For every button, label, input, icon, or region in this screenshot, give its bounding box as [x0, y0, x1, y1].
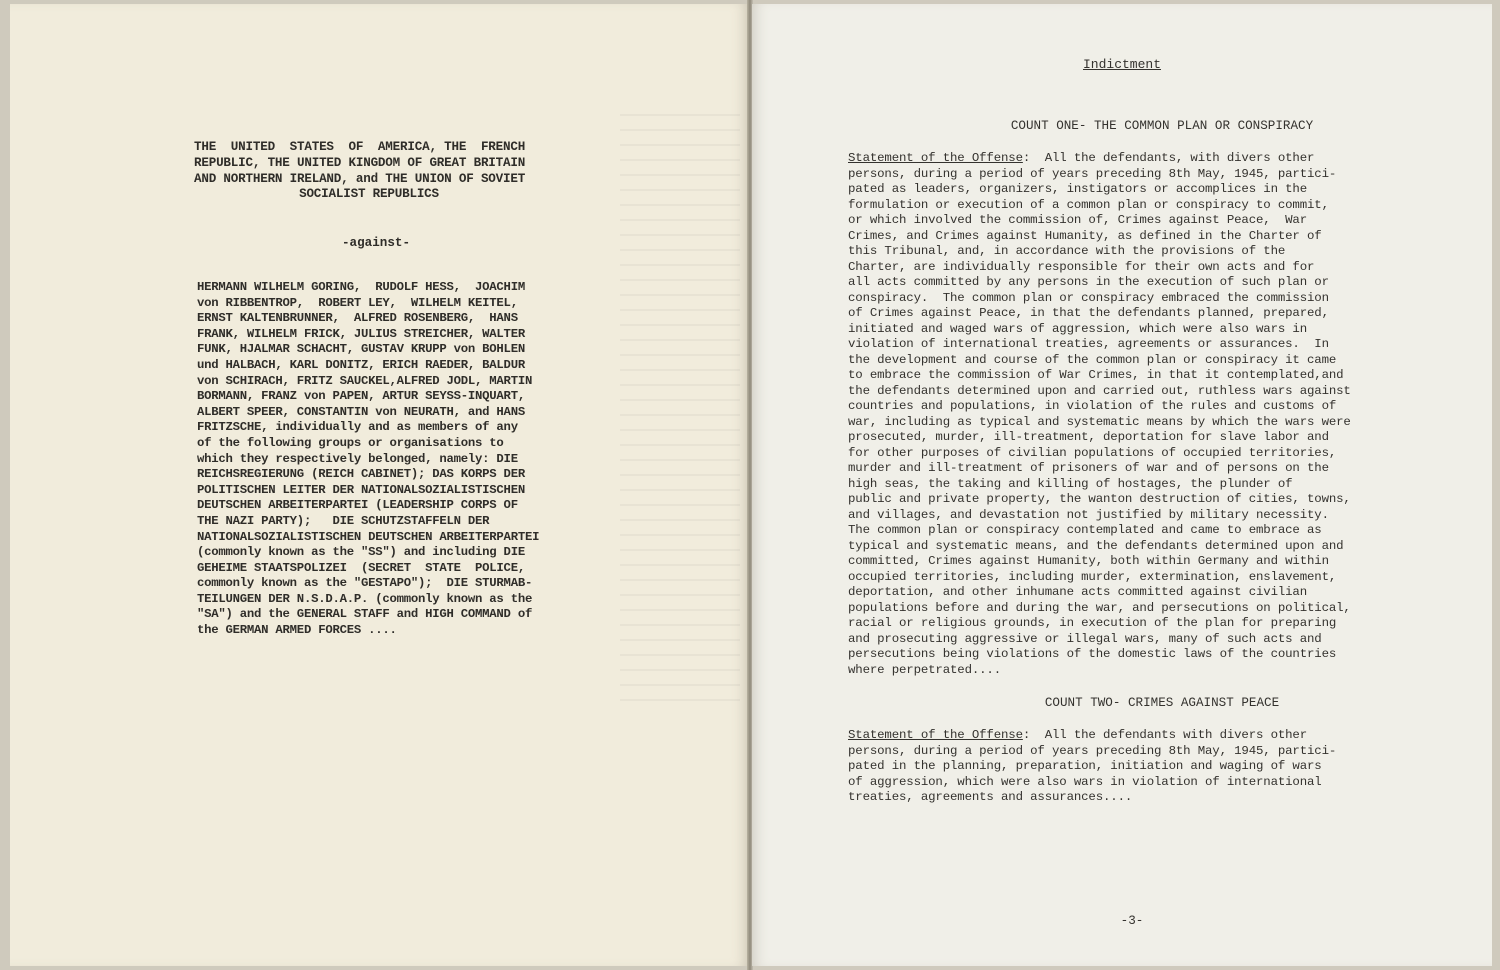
statement-line: persons, during a period of years preceding 8th May, 1945, partici- — [848, 743, 1337, 758]
bleed-through — [620, 114, 740, 714]
statement-line: Crimes, and Crimes against Humanity, as defined in the Charter of — [848, 228, 1322, 243]
caption-line: SOCIALIST REPUBLICS — [299, 187, 439, 202]
defendants-line: which they respectively belonged, namely: DIE — [197, 451, 518, 466]
statement-line: Charter, are individually responsible for their own acts and for — [848, 259, 1315, 274]
defendants-line: ALBERT SPEER, CONSTANTIN von NEURATH, and HANS — [197, 404, 525, 419]
statement-line — [848, 728, 1448, 744]
count-two-statement — [848, 728, 1448, 806]
statement-first-line: : All the defendants, with divers other — [1022, 151, 1315, 165]
statement-line: racial or religious grounds, in execution of the plan for preparing — [848, 616, 1337, 630]
defendants-line: ERNST KALTENBRUNNER, ALFRED ROSENBERG, HANS — [197, 311, 518, 326]
statement-line — [848, 151, 1448, 167]
statement-line: initiated and waged wars of aggression, which were also wars in — [848, 321, 1307, 336]
statement-line: pated in the planning, preparation, initiation and waging of wars — [848, 759, 1322, 773]
statement-line: pated as leaders, organizers, instigators or accomplices in the — [848, 182, 1307, 196]
statement-line: to embrace the commission of War Crimes, in that it contemplated,and — [848, 368, 1344, 382]
defendants-line: THE NAZI PARTY); DIE SCHUTZSTAFFELN DER — [197, 513, 490, 528]
defendants-line: BORMANN, FRANZ von PAPEN, ARTUR SEYSS-INQUART, — [197, 389, 525, 404]
statement-line: high seas, the taking and killing of hostages, the plunder of — [848, 476, 1293, 491]
defendants-line: DEUTSCHEN ARBEITERPARTEI (LEADERSHIP CORPS OF — [197, 498, 518, 513]
statement-line: persecutions being violations of the domestic laws of the countries — [848, 647, 1337, 661]
right-page — [752, 4, 1492, 966]
defendants-line: HERMANN WILHELM GORING, RUDOLF HESS, JOACHIM — [197, 280, 525, 294]
against-label: -against- — [342, 236, 411, 250]
statement-line: treaties, agreements and assurances.... — [848, 790, 1133, 804]
defendants-line: REICHSREGIERUNG (REICH CABINET); DAS KORPS DER — [197, 467, 525, 482]
defendants-line: (commonly known as the "SS") and including DIE — [197, 545, 525, 560]
defendants-line: und HALBACH, KARL DONITZ, ERICH RAEDER, BALDUR — [197, 357, 525, 372]
defendants-list — [197, 280, 577, 639]
statement-line: and prosecuting aggressive or illegal wars, many of such acts and — [848, 631, 1322, 646]
count-one-statement — [848, 151, 1448, 678]
caption-line: AND NORTHERN IRELAND, and THE UNION OF SOVIET — [194, 171, 526, 186]
statement-line: persons, during a period of years preceding 8th May, 1945, partici- — [848, 166, 1337, 181]
count-two-heading: COUNT TWO- CRIMES AGAINST PEACE — [1044, 696, 1280, 710]
caption-line: THE UNITED STATES OF AMERICA, THE FRENCH — [194, 140, 526, 154]
statement-line: public and private property, the wanton destruction of cities, towns, — [848, 492, 1351, 506]
statement-lead: Statement of the Offense — [848, 151, 1023, 165]
defendants-line: FRANK, WILHELM FRICK, JULIUS STREICHER, WALTER — [197, 326, 525, 341]
statement-line: typical and systematic means, and the defendants determined upon and — [848, 538, 1344, 553]
statement-lead: Statement of the Offense — [848, 728, 1023, 742]
defendants-line: of the following groups or organisations to — [197, 435, 504, 450]
left-page — [10, 4, 748, 966]
page-number: -3- — [1120, 914, 1144, 928]
statement-line: violation of international treaties, agreements or assurances. In — [848, 337, 1329, 351]
statement-line: conspiracy. The common plan or conspiracy embraced the commission — [848, 290, 1329, 305]
defendants-line: "SA") and the GENERAL STAFF and HIGH COMMAND of — [197, 607, 533, 622]
caption-line: REPUBLIC, THE UNITED KINGDOM OF GREAT BRITAIN — [194, 155, 526, 170]
statement-line: the development and course of the common plan or conspiracy it came — [848, 352, 1337, 367]
statement-line: for other purposes of civilian populations of occupied territories, — [848, 445, 1337, 460]
statement-line: murder and ill-treatment of prisoners of war and of persons on the — [848, 461, 1329, 475]
defendants-line: FUNK, HJALMAR SCHACHT, GUSTAV KRUPP von BOHLEN — [197, 342, 525, 357]
statement-line: of Crimes against Peace, in that the defendants planned, prepared, — [848, 306, 1329, 320]
statement-line: this Tribunal, and, in accordance with the provisions of the — [848, 244, 1286, 258]
defendants-line: the GERMAN ARMED FORCES .... — [197, 623, 397, 638]
statement-line: the defendants determined upon and carried out, ruthless wars against — [848, 383, 1351, 398]
statement-line: countries and populations, in violation of the rules and customs of — [848, 399, 1337, 413]
page-title: Indictment — [1082, 57, 1161, 72]
statement-line: occupied territories, including murder, extermination, enslavement, — [848, 569, 1337, 584]
defendants-line: commonly known as the "GESTAPO"); DIE STURMAB- — [197, 576, 533, 591]
statement-line: and villages, and devastation not justified by military necessity. — [848, 507, 1329, 522]
defendants-line: von RIBBENTROP, ROBERT LEY, WILHELM KEITEL, — [197, 295, 518, 310]
defendants-line: NATIONALSOZIALISTISCHEN DEUTSCHEN ARBEITERPARTEI — [197, 529, 540, 544]
count-one-heading: COUNT ONE- THE COMMON PLAN OR CONSPIRACY — [1010, 119, 1314, 133]
statement-line: of aggression, which were also wars in violation of international — [848, 774, 1322, 789]
statement-line: The common plan or conspiracy contemplated and came to embrace as — [848, 523, 1322, 537]
statement-line: all acts committed by any persons in the execution of such plan or — [848, 275, 1329, 289]
statement-line: deportation, and other inhumane acts committed against civilian — [848, 585, 1307, 599]
statement-line: war, including as typical and systematic means by which the wars were — [848, 414, 1351, 429]
statement-line: committed, Crimes against Humanity, both within Germany and within — [848, 554, 1329, 568]
defendants-line: TEILUNGEN DER N.S.D.A.P. (commonly known as the — [197, 591, 533, 606]
statement-line: where perpetrated.... — [848, 662, 1001, 677]
statement-line: formulation or execution of a common plan or conspiracy to commit, — [848, 197, 1329, 212]
statement-line: prosecuted, murder, ill-treatment, deportation for slave labor and — [848, 430, 1329, 444]
case-caption — [194, 140, 554, 203]
defendants-line: POLITISCHEN LEITER DER NATIONALSOZIALISTISCHEN — [197, 482, 525, 497]
defendants-line: GEHEIME STAATSPOLIZEI (SECRET STATE POLICE, — [197, 560, 525, 575]
statement-first-line: : All the defendants with divers other — [1022, 728, 1307, 742]
statement-line: populations before and during the war, and persecutions on political, — [848, 600, 1351, 615]
statement-line: or which involved the commission of, Crimes against Peace, War — [848, 213, 1307, 227]
defendants-line: von SCHIRACH, FRITZ SAUCKEL,ALFRED JODL, MARTIN — [197, 373, 533, 388]
defendants-line: FRITZSCHE, individually and as members of any — [197, 420, 518, 435]
